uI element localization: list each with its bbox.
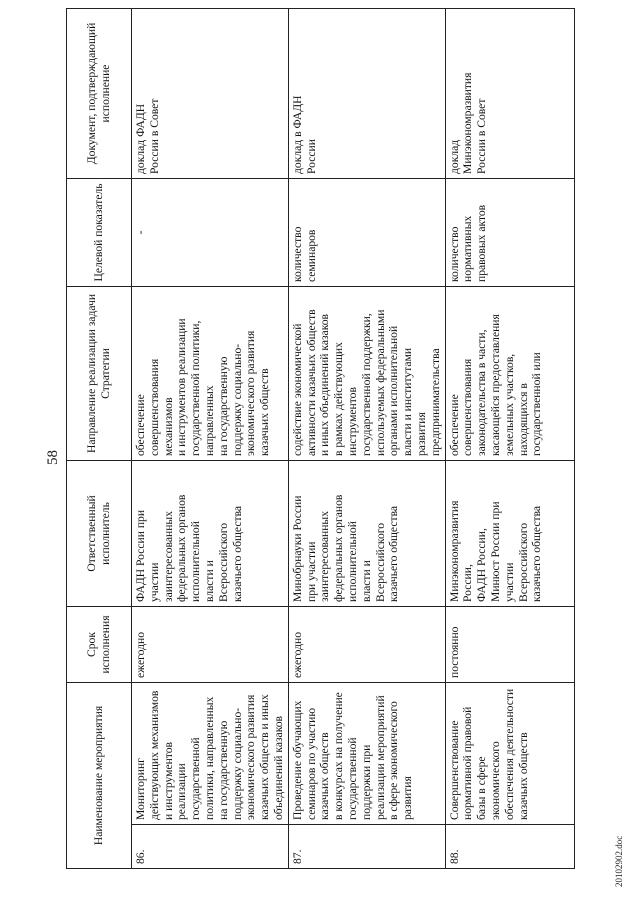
measure-indicator: - [132, 178, 289, 286]
measure-indicator: количество семинаров [288, 178, 445, 286]
measure-term: ежегодно [132, 606, 289, 682]
footer-file-code: 20102902.doc [614, 835, 624, 887]
table-row [132, 8, 289, 868]
header-row [67, 8, 132, 868]
measure-executor: Минобрнауки России при участии заинтересованных федеральных органов исполнительной власти и Всероссийского казачьего общества [288, 460, 445, 606]
measure-executor: ФАДН России при участии заинтересованных федеральных органов исполнительной власти и Всероссийского казачьего общества [132, 460, 289, 606]
measure-indicator: количество нормативных правовых актов [445, 178, 574, 286]
page-number: 58 [45, 450, 61, 465]
measure-direction: содействие экономической активности казачьих обществ и иных объединений казаков в рамках действующих инструментов государственной поддержки, используемых федеральными органами исполнительной власти и институтами развития предпринимательства [288, 286, 445, 460]
measure-direction: обеспечение совершенствования механизмов и инструментов реализации государственной политики, направленных на государственную поддержку социально- экономического развития казачьих обществ [132, 286, 289, 460]
measure-executor: Минэкономразвития России, ФАДН России, Минюст России при участии Всероссийского казачьего общества [445, 460, 574, 606]
column-header-indicator: Целевой показатель [67, 178, 132, 286]
table-row [288, 8, 445, 868]
measure-document: доклад в ФАДН России [288, 8, 445, 178]
measure-document: доклад Минэкономразвития России в Совет [445, 8, 574, 178]
row-number: 87. [288, 825, 445, 869]
row-number: 86. [132, 825, 289, 869]
row-number: 88. [445, 825, 574, 869]
column-header-term: Срок исполнения [67, 606, 132, 682]
column-header-name: Наименование мероприятия [67, 682, 132, 868]
measure-document: доклад ФАДН России в Совет [132, 8, 289, 178]
measure-direction: обеспечение совершенствования законодательства в части, касающейся предоставления земельных участков, находящихся в государственной или [445, 286, 574, 460]
measure-name: Совершенствование нормативной правовой базы в сфере экономического обеспечения деятельности казачьих обществ [445, 682, 574, 824]
column-header-executor: Ответственный исполнитель [67, 460, 132, 606]
table-row [445, 8, 574, 868]
measure-name: Мониторинг действующих механизмов и инструментов реализации государственной политики, направленных на государственную поддержку социально- экономического развития казачьих обществ и иных объединений казаков [132, 682, 289, 824]
measure-term: постоянно [445, 606, 574, 682]
measures-table [66, 8, 575, 869]
measure-term: ежегодно [288, 606, 445, 682]
column-header-document: Документ, подтверждающий исполнение [67, 8, 132, 178]
column-header-direction: Направление реализации задачи Стратегии [67, 286, 132, 460]
measure-name: Проведение обучающих семинаров по участию казачьих обществ в конкурсах на получение государственной поддержки при реализации мероприятий в сфере экономического развития [288, 682, 445, 824]
